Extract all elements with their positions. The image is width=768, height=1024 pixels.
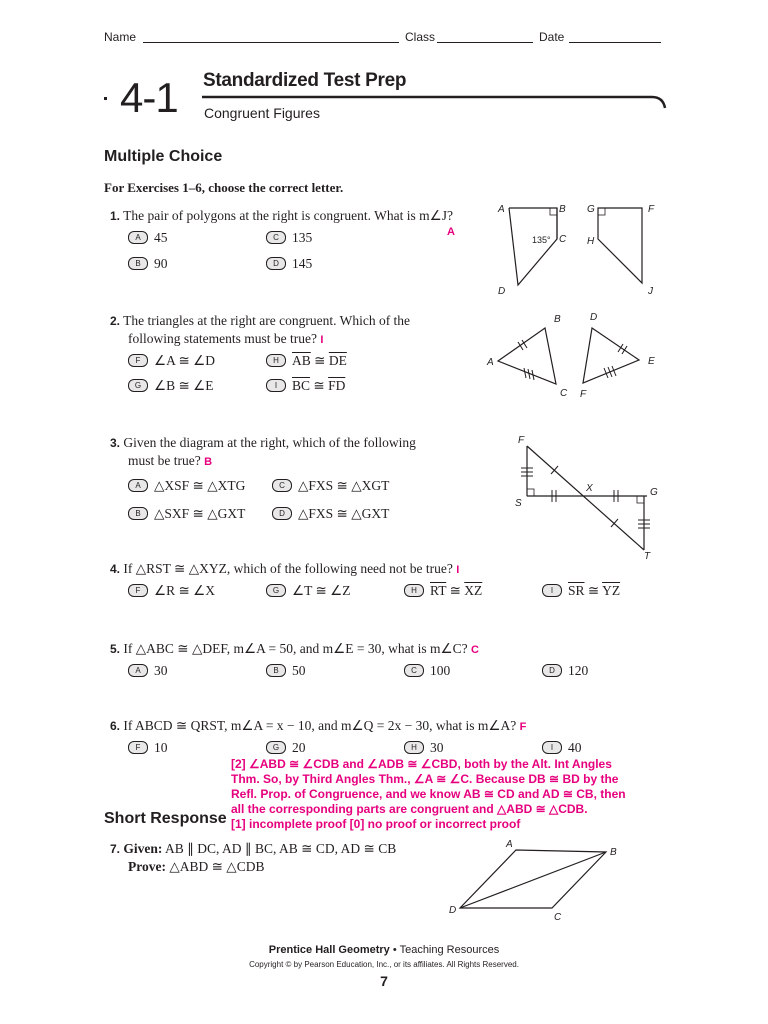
fig2-label-d: D	[590, 312, 598, 323]
option-5a[interactable]: A 30	[128, 663, 168, 679]
sr-line-4: all the corresponding parts are congruent and △ABD ≅ △CDB.	[231, 802, 588, 816]
question-4: 4. If △RST ≅ △XYZ, which of the following need not be true? I	[110, 561, 460, 576]
diagonal-db	[460, 852, 606, 908]
fig2-label-b: B	[554, 314, 561, 325]
page-subtitle: Congruent Figures	[204, 105, 320, 121]
name-label: Name	[104, 30, 137, 44]
fig2-label-a: A	[487, 357, 494, 368]
given-label: Given:	[123, 841, 163, 856]
option-3b[interactable]: B △SXF ≅ △GXT	[128, 506, 245, 522]
date-label: Date	[539, 30, 565, 44]
answer-2: I	[320, 334, 324, 346]
instructions: For Exercises 1–6, choose the correct letter.	[104, 180, 344, 195]
fig1-label-g: G	[587, 204, 595, 215]
fig2-label-f: F	[580, 389, 587, 400]
prove-label: Prove:	[128, 859, 166, 874]
fig3-label-t: T	[644, 551, 651, 562]
polygon-gfjh	[598, 208, 642, 283]
fig3-label-f: F	[518, 435, 525, 446]
fig1-label-j: J	[648, 286, 653, 297]
option-1c[interactable]: C 135	[266, 230, 312, 246]
fig3-label-s: S	[515, 498, 522, 509]
fig7-label-a: A	[506, 839, 513, 850]
fig2-label-c: C	[560, 388, 568, 399]
answer-5: C	[471, 644, 479, 656]
triangle-abc	[498, 328, 556, 384]
option-2h[interactable]: H $\overline{AB}$ ≅ $\overline{DE}$	[266, 353, 347, 369]
fig3-label-g: G	[650, 487, 658, 498]
option-3a[interactable]: A △XSF ≅ △XTG	[128, 478, 245, 494]
fig1-label-h: H	[587, 236, 595, 247]
figure-1-polygons	[492, 198, 667, 300]
question-4-text: If △RST ≅ △XYZ, which of the following need not be true?	[123, 561, 453, 576]
multiple-choice-heading: Multiple Choice	[104, 148, 223, 165]
option-2g[interactable]: G ∠B ≅ ∠E	[128, 378, 214, 394]
option-1b[interactable]: B 90	[128, 256, 168, 272]
short-response-answer	[231, 757, 671, 832]
answer-3: B	[204, 456, 213, 468]
question-3: 3. Given the diagram at the right, which of the following must be true? B	[110, 435, 416, 468]
prove-text: △ABD ≅ △CDB	[169, 859, 265, 874]
figure-3-bowtie	[510, 432, 670, 564]
footer-book: Prentice Hall Geometry • Teaching Resources	[268, 944, 500, 956]
class-line[interactable]	[437, 42, 533, 43]
fig1-label-c: C	[559, 234, 567, 245]
option-6g[interactable]: G 20	[266, 740, 306, 756]
question-2-text-2: following statements must be true?	[128, 331, 317, 346]
chapter-number: 4-1	[120, 74, 178, 121]
fig7-label-d: D	[449, 905, 457, 916]
class-label: Class	[405, 30, 436, 44]
page-title: Standardized Test Prep	[203, 70, 407, 91]
question-7: 7. Given: AB ∥ DC, AD ∥ BC, AB ≅ CD, AD ≅ CB Prove: △ABD ≅ △CDB	[110, 841, 397, 874]
fig7-label-b: B	[610, 847, 617, 858]
short-response-heading: Short Response	[104, 810, 227, 827]
answer-1: A	[447, 226, 455, 238]
question-5: 5. If △ABC ≅ △DEF, m∠A = 50, and m∠E = 30, what is m∠C? C	[110, 641, 479, 656]
question-3-text-2: must be true?	[128, 453, 201, 468]
option-5b[interactable]: B 50	[266, 663, 306, 679]
question-6: 6. If ABCD ≅ QRST, m∠A = x − 10, and m∠Q = 2x − 30, what is m∠A? F	[110, 718, 527, 733]
page-number: 7	[380, 973, 388, 989]
option-6f[interactable]: F 10	[128, 740, 168, 756]
given-text: AB ∥ DC, AD ∥ BC, AB ≅ CD, AD ≅ CB	[165, 841, 397, 856]
answer-4: I	[456, 564, 460, 576]
option-4f[interactable]: F ∠R ≅ ∠X	[128, 583, 215, 599]
option-4g[interactable]: G ∠T ≅ ∠Z	[266, 583, 351, 599]
option-5d[interactable]: D 120	[542, 663, 588, 679]
option-4h[interactable]: H $\overline{RT}$ ≅ $\overline{XZ}$	[404, 583, 482, 599]
sr-line-5: [1] incomplete proof [0] no proof or incorrect proof	[231, 817, 521, 831]
fig3-label-x: X	[586, 483, 593, 494]
question-2-text-1: The triangles at the right are congruent. Which of the	[123, 313, 411, 328]
fig7-label-c: C	[554, 912, 562, 922]
sr-line-1: [2] ∠ABD ≅ ∠CDB and ∠ADB ≅ ∠CBD, both by the Alt. Int Angles	[231, 757, 612, 771]
date-line[interactable]	[569, 42, 661, 43]
question-1: 1. The pair of polygons at the right is congruent. What is m∠J?	[110, 208, 453, 223]
question-3-text-1: Given the diagram at the right, which of the following	[123, 435, 416, 450]
option-3c[interactable]: C △FXS ≅ △XGT	[272, 478, 389, 494]
fig1-label-d: D	[498, 286, 506, 297]
fig1-label-f: F	[648, 204, 655, 215]
polygon-abcd	[509, 208, 557, 285]
figure-2-triangles	[484, 308, 664, 400]
option-6i[interactable]: I 40	[542, 740, 582, 756]
fig1-label-a: A	[498, 204, 505, 215]
option-2f[interactable]: F ∠A ≅ ∠D	[128, 353, 215, 369]
option-3d[interactable]: D △FXS ≅ △GXT	[272, 506, 389, 522]
question-6-text: If ABCD ≅ QRST, m∠A = x − 10, and m∠Q = 2x − 30, what is m∠A?	[123, 718, 517, 733]
fig1-angle-label: 135°	[532, 235, 551, 245]
question-2: 2. The triangles at the right are congruent. Which of the following statements must be true? I	[110, 313, 411, 346]
option-6h[interactable]: H 30	[404, 740, 444, 756]
question-1-text: The pair of polygons at the right is congruent. What is m∠J?	[123, 208, 453, 223]
footer-copyright: Copyright © by Pearson Education, Inc., or its affiliates. All Rights Reserved.	[249, 960, 519, 969]
fig2-label-e: E	[648, 356, 655, 367]
option-1d[interactable]: D 145	[266, 256, 312, 272]
chapter-dot	[104, 97, 107, 100]
sr-line-2: Thm. So, by Third Angles Thm., ∠A ≅ ∠C. Because DB ≅ BD by the	[231, 772, 619, 786]
question-5-text: If △ABC ≅ △DEF, m∠A = 50, and m∠E = 30, what is m∠C?	[123, 641, 468, 656]
option-5c[interactable]: C 100	[404, 663, 450, 679]
figure-7-parallelogram	[444, 836, 624, 922]
option-2i[interactable]: I $\overline{BC}$ ≅ $\overline{FD}$	[266, 378, 345, 394]
option-4i[interactable]: I $\overline{SR}$ ≅ $\overline{YZ}$	[542, 583, 620, 599]
name-line[interactable]	[143, 42, 399, 43]
sr-line-3: Refl. Prop. of Congruence, and we know AB ≅ CD and AD ≅ CB, then	[231, 787, 626, 801]
option-1a[interactable]: A 45	[128, 230, 168, 246]
fig1-label-b: B	[559, 204, 566, 215]
answer-6: F	[519, 721, 527, 733]
